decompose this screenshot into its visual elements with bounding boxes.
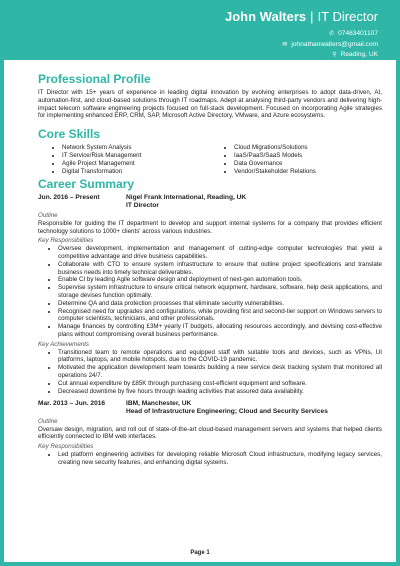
profile-heading: Professional Profile xyxy=(38,72,151,86)
job-role: IT Director xyxy=(126,202,159,210)
list-item: • Determine QA and data protection processes that eliminate security vulnerabilities. xyxy=(58,300,382,308)
skills-column-left xyxy=(38,144,210,175)
job-entry-1 xyxy=(38,194,382,395)
list-item: • Led platform engineering activities for developing reliable Microsoft Cloud infrastructure, modifying legacy services, creating new security features, and enhancing digital systems. xyxy=(58,451,382,467)
list-item: • Collaborate with CTO to ensure system infrastructure to ensure that outline project specifications and translate business needs into timely technical deliverables. xyxy=(58,261,382,277)
job-header xyxy=(38,194,382,210)
job-header xyxy=(38,400,382,416)
email-text[interactable]: johnathanwalters@gmail.com xyxy=(291,40,378,48)
location-pin-icon: ⚲ xyxy=(332,52,337,58)
responsibilities-label: Key Responsibilities xyxy=(38,237,94,245)
phone-line xyxy=(282,29,378,40)
achievements-list xyxy=(38,349,382,396)
responsibilities-label: Key Responsibilities xyxy=(38,443,94,451)
location-text: Reading, UK xyxy=(340,51,378,58)
list-item: • Enable CI by leading Agile software design and deployment of next-gen automation tools. xyxy=(58,276,382,284)
email-icon: ✉ xyxy=(282,41,288,48)
contact-info xyxy=(282,29,378,61)
job-entry-2 xyxy=(38,400,382,466)
outline-label: Outline xyxy=(38,211,58,219)
job-employer: IBM, Manchester, UK xyxy=(126,400,192,408)
job-employer: Nigel Frank International, Reading, UK xyxy=(126,194,247,202)
career-heading: Career Summary xyxy=(38,177,135,192)
list-item: • Transitioned team to remote operations and equipped staff with suitable tools and devices, such as VPNs, UI platforms, laptops, and mobile hotspots, due to the COVID-19 pandemic. xyxy=(58,349,382,365)
page-number: Page 1 xyxy=(190,550,210,556)
skill-item: • Agile Project Management xyxy=(62,160,210,168)
name-title xyxy=(225,9,378,24)
header-banner xyxy=(0,0,400,60)
job-outline: Oversaw design, migration, and roll out of state-of-the-art cloud-based management servers and systems that helped clients efficiently connected to IBM web interfaces. xyxy=(38,425,382,441)
skills-heading: Core Skills xyxy=(38,127,101,142)
skill-item: • IaaS/PaaS/SaaS Models xyxy=(234,152,382,160)
skills-column-right xyxy=(210,144,382,175)
skill-item: • Cloud Migrations/Solutions xyxy=(234,144,382,152)
phone-text[interactable]: 07463401107 xyxy=(338,30,378,37)
list-item: • Motivated the application development team towards building a new service desk tracking system that monitored all operations 24/7. xyxy=(58,364,382,380)
profile-text: IT Director with 15+ years of experience in leading digital innovation by evolving enterprises to adopt data-driven, AI, automation-first, and cloud-based solutions through IT roadmaps. Adept at analysing third-party vendors and delivering high-impact telecom software engineering projects focused on full-stack development. Focused on incorporating Agile strategies for implementing enhanced ERP, CRM, SAP, Microsoft Active Directory, VMware, and Azure ecosystems. xyxy=(38,89,382,120)
resume-content xyxy=(0,60,400,467)
skill-item: • Data Governance xyxy=(234,160,382,168)
skill-item: • IT Service/Risk Management xyxy=(62,152,210,160)
job-outline: Responsible for guiding the IT department to develop and support internal systems for a company that provides efficient technology solutions to 1000+ clients' across various industries. xyxy=(38,219,382,235)
list-item: • Decreased downtime by five hours through leading activities that assured data availability. xyxy=(58,388,382,396)
skill-item: • Vendor/Stakeholder Relations xyxy=(234,168,382,176)
achievements-label: Key Achievements xyxy=(38,340,90,348)
job-title: IT Director xyxy=(317,9,378,24)
responsibilities-list xyxy=(38,245,382,339)
job-employer-role xyxy=(126,400,382,416)
list-item: • Supervise system infrastructure to ensure critical network equipment, hardware, software, help desk applications, and storage devises function optimally. xyxy=(58,284,382,300)
email-line xyxy=(282,40,378,51)
list-item: • Oversee development, implementation and management of cutting-edge computer technologies that yield a competitive advantage and drive business capabilities. xyxy=(58,245,382,261)
job-role: Head of Infrastructure Engineering; Cloud and Security Services xyxy=(126,408,328,416)
location-line xyxy=(282,50,378,61)
responsibilities-list xyxy=(38,451,382,467)
skills-list xyxy=(38,144,382,175)
job-dates: Mar. 2013 – Jun. 2016 xyxy=(38,400,106,408)
title-separator: | xyxy=(310,9,314,24)
phone-icon: ✆ xyxy=(329,31,335,37)
job-dates: Jun. 2016 – Present xyxy=(38,194,100,202)
skill-item: • Digital Transformation xyxy=(62,168,210,176)
list-item: • Manage finances by controlling £3M+ yearly IT budgets, allocating resources accordingly, and devising cost-effective plans without compromising overall business performance. xyxy=(58,323,382,339)
job-employer-role xyxy=(126,194,382,210)
list-item: • Recognised need for upgrades and configurations, while providing first and second-tier support on Windows servers to computer scientists, technicians, and other professionals. xyxy=(58,308,382,324)
candidate-name: John Walters xyxy=(225,9,307,24)
list-item: • Cut annual expenditure by £85K through purchasing cost-efficient equipment and software. xyxy=(58,380,382,388)
outline-label: Outline xyxy=(38,417,58,425)
skill-item: • Network System Analysis xyxy=(62,144,210,152)
